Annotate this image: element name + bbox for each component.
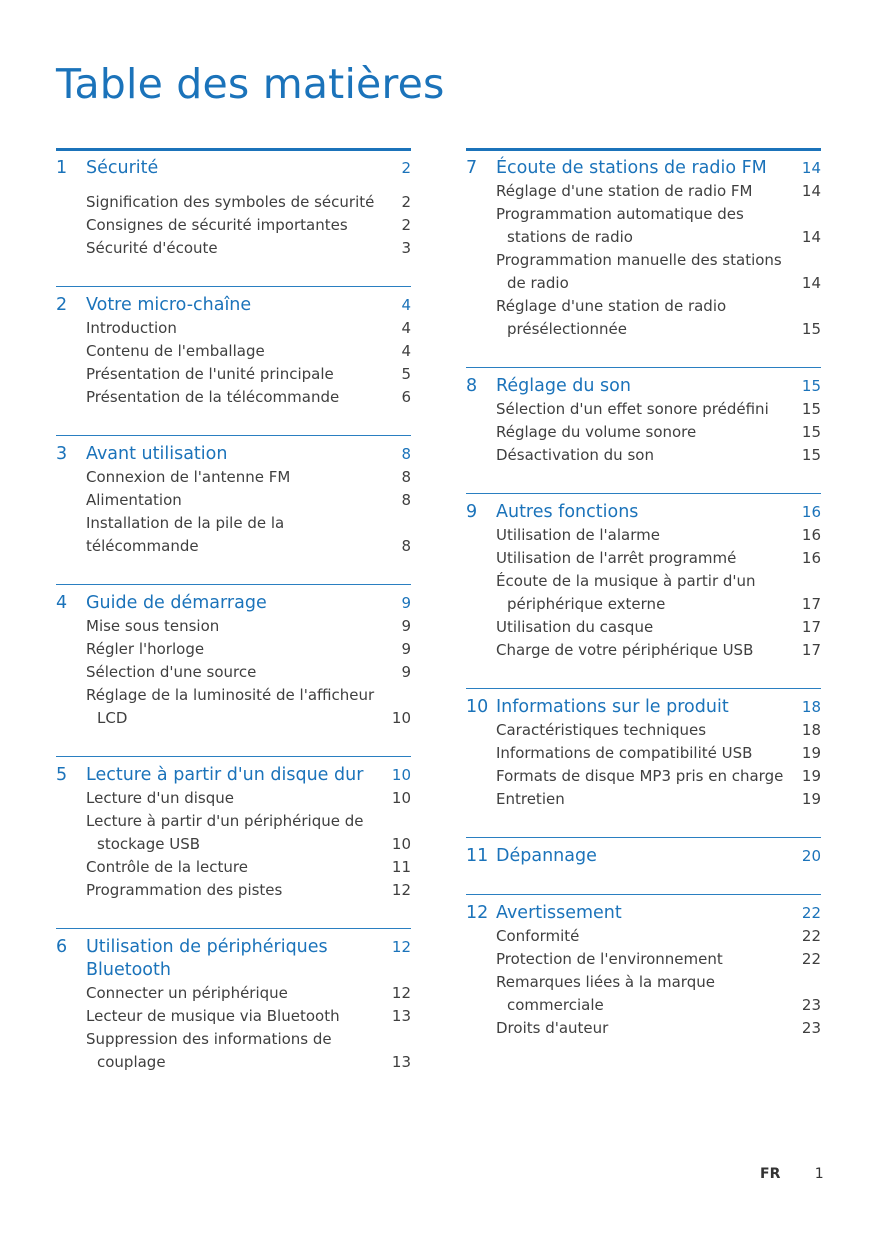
footer-language: FR — [760, 1166, 781, 1182]
section-number: 5 — [56, 765, 68, 785]
entry-title-text: Alimentation — [86, 491, 182, 509]
toc-item-list — [466, 719, 821, 811]
entry-title-text: Utilisation de l'alarme — [496, 526, 660, 544]
entry-title — [496, 180, 802, 203]
section-page: 10 — [391, 766, 411, 784]
entry-title — [496, 948, 802, 971]
entry-title — [496, 719, 802, 742]
entry-title — [496, 639, 802, 662]
section-heading-link[interactable] — [56, 764, 411, 787]
entry-page: 13 — [391, 1007, 411, 1025]
entry-title — [496, 570, 802, 616]
toc-entry-link[interactable] — [466, 616, 821, 639]
toc-section — [466, 493, 821, 662]
toc-entry-link[interactable] — [56, 787, 411, 810]
section-heading-link[interactable] — [56, 294, 411, 317]
entry-title-text: Lecture à partir d'un périphérique de — [86, 812, 364, 830]
entry-page: 15 — [801, 320, 821, 338]
entry-page: 19 — [801, 767, 821, 785]
entry-title — [496, 524, 802, 547]
toc-entry-link[interactable] — [466, 971, 821, 1017]
entry-title-text: Réglage du volume sonore — [496, 423, 697, 441]
entry-page: 10 — [391, 835, 411, 853]
entry-title — [86, 386, 401, 409]
entry-title — [86, 340, 401, 363]
entry-title-text: Mise sous tension — [86, 617, 220, 635]
section-page: 22 — [801, 904, 821, 922]
entry-title-text: Programmation manuelle des stations — [496, 251, 782, 269]
entry-title — [86, 661, 401, 684]
section-page: 4 — [401, 296, 411, 314]
entry-title-text: Entretien — [496, 790, 565, 808]
entry-title — [496, 421, 802, 444]
entry-page: 12 — [391, 984, 411, 1002]
entry-title — [496, 444, 802, 467]
entry-title — [496, 295, 802, 341]
entry-page: 9 — [401, 640, 411, 658]
toc-section — [466, 367, 821, 467]
entry-title-continuation: LCD — [97, 709, 128, 727]
toc-entry-link[interactable] — [466, 719, 821, 742]
page-footer — [760, 1166, 824, 1182]
entry-title-text: Présentation de la télécommande — [86, 388, 340, 406]
section-page: 12 — [391, 938, 411, 956]
section-title: Écoute de stations de radio FM — [496, 158, 767, 178]
section-page: 2 — [401, 159, 411, 177]
section-title: Sécurité — [86, 158, 159, 178]
entry-title-text: Informations de compatibilité USB — [496, 744, 753, 762]
toc-entry-link[interactable] — [466, 742, 821, 765]
entry-title — [496, 765, 802, 788]
entry-page: 15 — [801, 423, 821, 441]
entry-page: 17 — [801, 641, 821, 659]
toc-entry-link[interactable] — [466, 925, 821, 948]
section-heading-link[interactable] — [466, 501, 821, 524]
section-title: Avant utilisation — [86, 444, 228, 464]
toc-item-list — [56, 466, 411, 558]
section-page: 9 — [401, 594, 411, 612]
entry-title — [496, 203, 802, 249]
section-title: Votre micro-chaîne — [86, 295, 252, 315]
section-number: 8 — [466, 376, 478, 396]
toc-item-list — [466, 925, 821, 1040]
entry-title-text: Formats de disque MP3 pris en charge — [496, 767, 784, 785]
entry-page: 15 — [801, 400, 821, 418]
toc-entry-link[interactable] — [466, 788, 821, 811]
section-title: Lecture à partir d'un disque dur — [86, 765, 364, 785]
entry-title-text: Sélection d'un effet sonore prédéfini — [496, 400, 769, 418]
section-page: 14 — [801, 159, 821, 177]
entry-title-text: Réglage d'une station de radio — [496, 297, 727, 315]
toc-section — [56, 928, 411, 1074]
entry-page: 17 — [801, 595, 821, 613]
toc-right-column — [466, 148, 821, 1066]
section-number: 6 — [56, 937, 68, 957]
toc-entry-link[interactable] — [466, 639, 821, 662]
toc-entry-link[interactable] — [56, 191, 411, 214]
section-page: 20 — [801, 847, 821, 865]
entry-title-text: Lecture d'un disque — [86, 789, 234, 807]
toc-entry-link[interactable] — [466, 948, 821, 971]
toc-section — [56, 435, 411, 558]
entry-title-text: Introduction — [86, 319, 177, 337]
toc-entry-link[interactable] — [56, 856, 411, 879]
toc-entry-link[interactable] — [466, 765, 821, 788]
entry-title-text: Programmation automatique des — [496, 205, 744, 223]
toc-entry-link[interactable] — [56, 214, 411, 237]
entry-title-continuation: couplage — [97, 1053, 166, 1071]
entry-title-text: Sécurité d'écoute — [86, 239, 218, 257]
section-number: 3 — [56, 444, 68, 464]
toc-entry-link[interactable] — [56, 879, 411, 902]
entry-page: 10 — [391, 789, 411, 807]
entry-title — [86, 1005, 392, 1028]
entry-title — [496, 925, 802, 948]
entry-page: 10 — [391, 709, 411, 727]
entry-page: 22 — [801, 950, 821, 968]
toc-item-list — [56, 982, 411, 1074]
entry-title — [86, 214, 401, 237]
toc-section — [466, 688, 821, 811]
section-heading-link[interactable] — [56, 936, 411, 982]
entry-title-text: Signification des symboles de sécurité — [86, 193, 375, 211]
toc-section — [466, 894, 821, 1040]
toc-item-list — [56, 787, 411, 902]
section-number: 11 — [466, 846, 489, 866]
entry-page: 6 — [401, 388, 411, 406]
entry-page: 12 — [391, 881, 411, 899]
toc-entry-link[interactable] — [466, 444, 821, 467]
section-number: 1 — [56, 158, 68, 178]
entry-title-continuation: de radio — [507, 274, 569, 292]
entry-title-text: Droits d'auteur — [496, 1019, 609, 1037]
entry-page: 8 — [401, 537, 411, 555]
entry-title — [86, 1028, 392, 1074]
toc-entry-link[interactable] — [466, 180, 821, 203]
section-title: Utilisation de périphériques Bluetooth — [86, 937, 328, 980]
section-number: 4 — [56, 593, 68, 613]
section-title: Autres fonctions — [496, 502, 639, 522]
toc-entry-link[interactable] — [56, 363, 411, 386]
toc-left-column — [56, 148, 411, 1100]
toc-entry-link[interactable] — [466, 203, 821, 249]
entry-title — [496, 1017, 802, 1040]
entry-page: 9 — [401, 617, 411, 635]
entry-page: 13 — [391, 1053, 411, 1071]
entry-title — [86, 512, 401, 558]
entry-page: 16 — [801, 526, 821, 544]
section-page: 16 — [801, 503, 821, 521]
entry-page: 9 — [401, 663, 411, 681]
toc-entry-link[interactable] — [56, 684, 411, 730]
entry-title — [86, 879, 392, 902]
entry-title-text: Utilisation du casque — [496, 618, 654, 636]
toc-entry-link[interactable] — [56, 489, 411, 512]
section-title: Avertissement — [496, 903, 622, 923]
section-number: 2 — [56, 295, 68, 315]
entry-title-text: Protection de l'environnement — [496, 950, 723, 968]
section-number: 12 — [466, 903, 489, 923]
section-title: Guide de démarrage — [86, 593, 267, 613]
entry-title-text: Désactivation du son — [496, 446, 654, 464]
section-heading-link[interactable] — [466, 157, 821, 180]
toc-section — [466, 148, 821, 341]
entry-title-continuation: stations de radio — [507, 228, 633, 246]
toc-entry-link[interactable] — [56, 466, 411, 489]
entry-page: 5 — [401, 365, 411, 383]
toc-entry-link[interactable] — [56, 661, 411, 684]
toc-entry-link[interactable] — [466, 570, 821, 616]
entry-page: 14 — [801, 228, 821, 246]
entry-page: 3 — [401, 239, 411, 257]
entry-title-text: Connexion de l'antenne FM — [86, 468, 291, 486]
toc-entry-link[interactable] — [56, 340, 411, 363]
entry-page: 14 — [801, 182, 821, 200]
entry-title — [496, 249, 802, 295]
toc-item-list — [466, 180, 821, 341]
entry-title — [86, 237, 401, 260]
toc-entry-link[interactable] — [466, 421, 821, 444]
entry-page: 8 — [401, 468, 411, 486]
toc-section — [56, 148, 411, 260]
entry-page: 2 — [401, 193, 411, 211]
entry-page: 19 — [801, 790, 821, 808]
entry-title — [86, 489, 401, 512]
entry-title-text: Régler l'horloge — [86, 640, 205, 658]
entry-page: 15 — [801, 446, 821, 464]
section-page: 15 — [801, 377, 821, 395]
entry-title-text: Programmation des pistes — [86, 881, 283, 899]
entry-title — [86, 615, 401, 638]
section-heading-link[interactable] — [56, 157, 411, 180]
entry-title — [86, 684, 392, 730]
entry-title-text: Conformité — [496, 927, 580, 945]
toc-section — [466, 837, 821, 868]
toc-entry-link[interactable] — [56, 512, 411, 558]
toc-entry-link[interactable] — [466, 524, 821, 547]
entry-title-text: Réglage de la luminosité de l'afficheur — [86, 686, 375, 704]
entry-title — [86, 317, 401, 340]
toc-entry-link[interactable] — [56, 638, 411, 661]
toc-entry-link[interactable] — [56, 1005, 411, 1028]
entry-title-text: Remarques liées à la marque — [496, 973, 715, 991]
entry-page: 19 — [801, 744, 821, 762]
entry-title-text: Réglage d'une station de radio FM — [496, 182, 753, 200]
entry-title-continuation: présélectionnée — [507, 320, 627, 338]
footer-page-number: 1 — [814, 1166, 824, 1182]
toc-item-list — [56, 317, 411, 409]
toc-item-list — [466, 398, 821, 467]
entry-page: 16 — [801, 549, 821, 567]
entry-page: 18 — [801, 721, 821, 739]
toc-item-list — [466, 524, 821, 662]
section-heading-link[interactable] — [466, 696, 821, 719]
entry-page: 2 — [401, 216, 411, 234]
entry-title — [496, 616, 802, 639]
toc-entry-link[interactable] — [56, 386, 411, 409]
section-page: 18 — [801, 698, 821, 716]
toc-item-list — [56, 615, 411, 730]
entry-title — [86, 787, 392, 810]
entry-title — [86, 363, 401, 386]
entry-page: 4 — [401, 342, 411, 360]
entry-title-text: Charge de votre périphérique USB — [496, 641, 754, 659]
entry-page: 14 — [801, 274, 821, 292]
entry-title-text: Utilisation de l'arrêt programmé — [496, 549, 737, 567]
entry-title-text: Caractéristiques techniques — [496, 721, 707, 739]
entry-page: 17 — [801, 618, 821, 636]
toc-entry-link[interactable] — [466, 398, 821, 421]
toc-section — [56, 584, 411, 730]
entry-page: 23 — [801, 996, 821, 1014]
entry-title-text: Contenu de l'emballage — [86, 342, 265, 360]
section-heading-link[interactable] — [56, 592, 411, 615]
section-number: 7 — [466, 158, 478, 178]
entry-title-continuation: stockage USB — [97, 835, 201, 853]
entry-title — [496, 788, 802, 811]
section-title: Réglage du son — [496, 376, 631, 396]
toc-entry-link[interactable] — [56, 810, 411, 856]
section-heading-link[interactable] — [466, 845, 821, 868]
entry-title-text: Suppression des informations de — [86, 1030, 332, 1048]
toc-entry-link[interactable] — [56, 1028, 411, 1074]
section-gap — [56, 180, 411, 191]
entry-page: 11 — [391, 858, 411, 876]
entry-title-text: Consignes de sécurité importantes — [86, 216, 348, 234]
entry-page: 22 — [801, 927, 821, 945]
entry-title-text: Écoute de la musique à partir d'un — [496, 572, 756, 590]
entry-title — [86, 191, 401, 214]
section-title: Dépannage — [496, 846, 597, 866]
entry-title — [86, 466, 401, 489]
entry-title-text: Présentation de l'unité principale — [86, 365, 334, 383]
entry-title — [86, 982, 392, 1005]
entry-title — [86, 856, 392, 879]
toc-section — [56, 756, 411, 902]
entry-title-continuation: commerciale — [507, 996, 604, 1014]
entry-title-text: Sélection d'une source — [86, 663, 257, 681]
entry-title — [86, 810, 392, 856]
entry-title-text: Installation de la pile de la télécommande — [86, 514, 285, 555]
entry-title-continuation: périphérique externe — [507, 595, 666, 613]
entry-title-text: Lecteur de musique via Bluetooth — [86, 1007, 340, 1025]
section-number: 9 — [466, 502, 478, 522]
section-number: 10 — [466, 697, 489, 717]
entry-title-text: Contrôle de la lecture — [86, 858, 248, 876]
toc-entry-link[interactable] — [466, 249, 821, 295]
section-title: Informations sur le produit — [496, 697, 729, 717]
toc-entry-link[interactable] — [466, 295, 821, 341]
toc-section — [56, 286, 411, 409]
entry-page: 4 — [401, 319, 411, 337]
toc-entry-link[interactable] — [466, 547, 821, 570]
section-heading-link[interactable] — [466, 902, 821, 925]
entry-page: 8 — [401, 491, 411, 509]
entry-title — [86, 638, 401, 661]
entry-title — [496, 971, 802, 1017]
section-page: 8 — [401, 445, 411, 463]
toc-entry-link[interactable] — [56, 237, 411, 260]
toc-item-list — [56, 191, 411, 260]
section-heading-link[interactable] — [56, 443, 411, 466]
toc-entry-link[interactable] — [56, 982, 411, 1005]
entry-title — [496, 742, 802, 765]
entry-title-text: Connecter un périphérique — [86, 984, 288, 1002]
page-title: Table des matières — [56, 60, 445, 108]
entry-title — [496, 547, 802, 570]
entry-page: 23 — [801, 1019, 821, 1037]
toc-entry-link[interactable] — [56, 317, 411, 340]
toc-entry-link[interactable] — [466, 1017, 821, 1040]
section-heading-link[interactable] — [466, 375, 821, 398]
entry-title — [496, 398, 802, 421]
toc-entry-link[interactable] — [56, 615, 411, 638]
